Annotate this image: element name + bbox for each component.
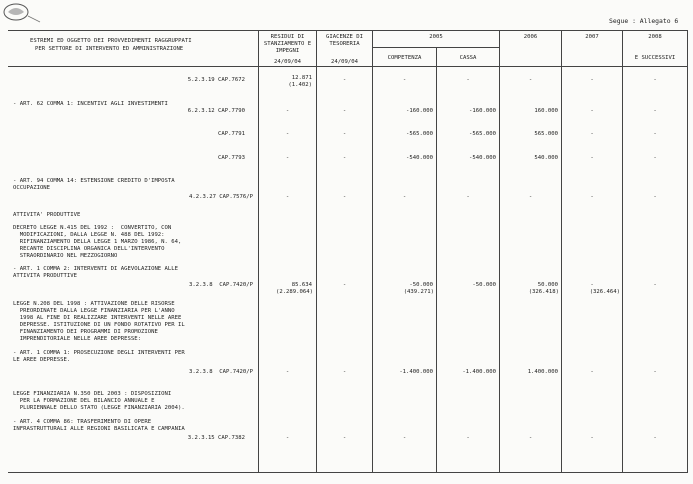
row4-2007: - [590,155,594,161]
row6-2006-2: (326.418) [528,289,559,295]
row8-cassa: - [466,435,470,441]
table-top-border [8,30,688,31]
row7-cassa: -1.400.000 [462,369,496,375]
header-cassa: CASSA [459,55,477,61]
row3-giacenze: - [342,131,347,137]
row4-cassa: -540.000 [469,155,496,161]
text-dl415-5: STRAORDINARIO NEL MEZZOGIORNO [13,253,118,259]
row1-2006: - [528,77,533,83]
row4-competenza: -540.000 [406,155,433,161]
row7-code: 3.2.3.8 CAP.7420/P [189,369,253,375]
col-divider-6 [561,30,562,472]
col-divider-7 [622,30,623,472]
row2-2006: 160.000 [534,108,558,114]
row5-giacenze: - [342,194,347,200]
section-attivita-produttive: ATTIVITA' PRODUTTIVE [13,212,81,218]
header-competenza: COMPETENZA [387,55,422,61]
row5-code: 4.2.3.27 CAP.7576/P [189,194,253,200]
row3-2006: 565.000 [534,131,558,137]
row8-giacenze: - [342,435,347,441]
row8-2008: - [653,435,657,441]
row3-2008: - [653,131,657,137]
row4-2006: 540.000 [534,155,558,161]
row6-2006: 50.000 [537,282,558,288]
text-art1c1-1: - ART. 1 COMMA 1: PROSECUZIONE DEGLI INTERVENTI PER [13,350,185,356]
col-divider-3 [372,30,373,472]
row1-code: 5.2.3.19 CAP.7672 [187,77,245,83]
row5-residui: - [285,194,290,200]
row2-giacenze: - [342,108,347,114]
row1-residui: 12.871 [291,75,312,81]
header-successivi: E SUCCESSIVI [634,55,676,61]
row8-2007: - [590,435,594,441]
row1-residui-2: (1.402) [288,82,312,88]
header-col1-line2: PER SETTORE DI INTERVENTO ED AMMINISTRAZIONE [35,46,184,52]
header-residui-date: 24/09/04 [274,59,301,65]
row6-competenza-2: (439.271) [403,289,434,295]
col-divider-2 [316,30,317,472]
row6-2007: - [590,282,594,288]
header-giacenze-1: GIACENZE DI [325,34,364,40]
row6-2007-2: (326.464) [589,289,620,295]
row6-code: 3.2.3.8 CAP.7420/P [189,282,253,288]
text-art94-2: OCCUPAZIONE [13,185,51,191]
col-divider-1 [258,30,259,472]
row4-2008: - [653,155,657,161]
text-l208-5: FINANZIAMENTO DEI PROGRAMMI DI PROMOZIONE [13,329,158,335]
row6-giacenze: - [342,282,347,288]
header-col1-line1: ESTREMI ED OGGETTO DEI PROVVEDIMENTI RAGGRUPPATI [30,38,192,44]
row6-2008: - [653,282,657,288]
row7-2008: - [653,369,657,375]
header-2006: 2006 [523,34,538,40]
text-art4c86-2: INFRASTRUTTURALI ALLE REGIONI BASILICATA E CAMPANIA [13,426,185,432]
row1-giacenze: - [342,77,347,83]
header-residui-2: STANZIAMENTO E [263,41,312,47]
row5-2007: - [590,194,594,200]
row3-code: CAP.7791 [218,131,245,137]
row1-competenza: - [402,77,407,83]
text-lf350-1: LEGGE FINANZIARIA N.350 DEL 2003 : DISPOSIZIONI [13,391,172,397]
table-bottom-border [8,472,688,473]
row6-competenza: -50.000 [409,282,433,288]
row7-competenza: -1.400.000 [399,369,433,375]
row2-competenza: -160.000 [406,108,433,114]
row7-residui: - [285,369,290,375]
allegato-label: Segue : Allegato 6 [609,17,679,25]
row6-residui-2: (2.289.064) [275,289,313,295]
text-dl415-3: RIFINANZIAMENTO DELLA LEGGE 1 MARZO 1986, N. 64, [13,239,182,245]
right-border [687,30,688,472]
row8-competenza: - [402,435,407,441]
row2-2007: - [590,108,594,114]
text-l208-1: LEGGE N.208 DEL 1998 : ATTIVAZIONE DELLE RISORSE [13,301,175,307]
row2-cassa: -160.000 [469,108,496,114]
text-dl415-4: RECANTE DISCIPLINA ORGANICA DELL'INTERVENTO [13,246,165,252]
col-divider-5 [499,30,500,472]
header-residui-3: IMPEGNI [275,48,300,54]
row4-residui: - [285,155,290,161]
header-giacenze-2: TESORERIA [329,41,360,47]
row1-cassa: - [466,77,470,83]
row5-2006: - [528,194,533,200]
header-2008: 2008 [648,34,662,40]
text-art4c86-1: - ART. 4 COMMA 86: TRASFERIMENTO DI OPERE [13,419,152,425]
row7-giacenze: - [342,369,347,375]
text-l208-3: 1998 AL FINE DI REALIZZARE INTERVENTI NELLE AREE [13,315,182,321]
row1-2007: - [590,77,594,83]
row5-2008: - [653,194,657,200]
text-art62: - ART. 62 COMMA 1: INCENTIVI AGLI INVESTIMENTI [13,101,168,107]
header-giacenze-date: 24/09/04 [331,59,358,65]
row8-2006: - [528,435,533,441]
header-2007: 2007 [585,34,599,40]
row4-code: CAP.7793 [218,155,245,161]
row2-residui: - [285,108,290,114]
text-art1c2-1: - ART. 1 COMMA 2: INTERVENTI DI AGEVOLAZIONE ALLE [13,266,179,272]
row3-cassa: -565.000 [469,131,496,137]
seal-stamp [2,2,42,26]
row3-competenza: -565.000 [406,131,433,137]
text-dl415-2: MODIFICAZIONI, DALLA LEGGE N. 488 DEL 1992: [13,232,165,238]
text-l208-6: IMPRENDITORIALE NELLE AREE DEPRESSE: [13,336,141,342]
row3-2007: - [590,131,594,137]
row3-residui: - [285,131,290,137]
header-2005: 2005 [429,34,443,40]
row4-giacenze: - [342,155,347,161]
header-residui-1: RESIDUI DI [270,34,305,40]
text-art1c2-2: ATTIVITA PRODUTTIVE [13,273,77,279]
row8-residui: - [285,435,290,441]
header-bottom-border [8,66,688,67]
text-l208-2: PREORDINATE DALLA LEGGE FINANZIARIA PER L'ANNO [13,308,175,314]
text-lf350-3: PLURIENNALE DELLO STATO (LEGGE FINANZIARIA 2004). [13,405,185,411]
row5-cassa: - [466,194,470,200]
row1-2008: - [653,77,657,83]
text-art94-1: - ART. 94 COMMA 14: ESTENSIONE CREDITO D'IMPOSTA [13,178,175,184]
row7-2006: 1.400.000 [527,369,558,375]
text-dl415-1: DECRETO LEGGE N.415 DEL 1992 : CONVERTITO, CON [13,225,172,231]
text-art1c1-2: LE AREE DEPRESSE. [13,357,71,363]
text-lf350-2: PER LA FORMAZIONE DEL BILANCIO ANNUALE E [13,398,155,404]
row2-code: 6.2.3.12 CAP.7790 [187,108,245,114]
row6-cassa: -50.000 [472,282,496,288]
row7-2007: - [590,369,594,375]
text-l208-4: DEPRESSE. ISTITUZIONE DI UN FONDO ROTATIVO PER IL [13,322,185,328]
row8-code: 3.2.3.15 CAP.7382 [187,435,245,441]
row2-2008: - [653,108,657,114]
row5-competenza: - [402,194,407,200]
row6-residui: 85.634 [291,282,312,288]
